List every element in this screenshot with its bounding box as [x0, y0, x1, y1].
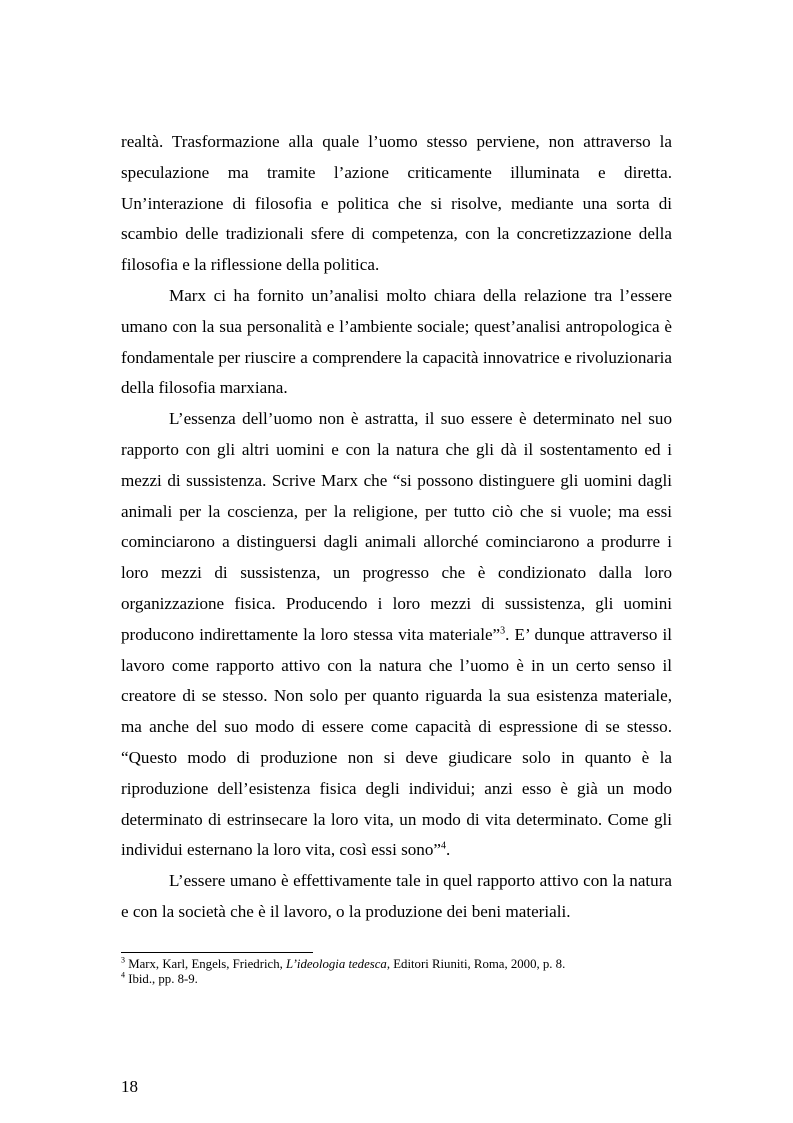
paragraph-1: realtà. Trasformazione alla quale l’uomo stesso perviene, non attraverso la speculazione ma tramite l’azione criticamente illuminata e diretta. Un’interazione di filosofia e politica che si risolve, mediante una sorta di scambio delle tradizionali sfere di competenza, con la concretizzazione della filosofia e la riflessione della politica.: [121, 132, 672, 275]
paragraph-3-text-3: .: [445, 840, 451, 860]
paragraph-3-text-1: L’essenza dell’uomo non è astratta, il suo essere è determinato nel suo rapporto con gli altri uomini e con la natura che gli dà il sostentamento ed i mezzi di sussistenza. Scrive Marx che “si possono distinguere gli uomini dagli animali per la coscienza, per la religione, per tutto ciò che si vuole; ma essi cominciarono a distinguersi dagli animali allorché cominciarono a produrre i loro mezzi di sussistenza, un progresso che è condizionato dalla loro organizzazione fisica. Producendo i loro mezzi di sussistenza, gli uomini producono indirettamente la loro stessa vita materiale”: [121, 409, 672, 644]
paragraph-3: [121, 404, 672, 866]
footnote-3-number: 3: [121, 955, 125, 965]
paragraph-4: L’essere umano è effettivamente tale in quel rapporto attivo con la natura e con la società che è il lavoro, o la produzione dei beni materiali.: [121, 871, 672, 921]
footnote-separator: [121, 952, 313, 953]
footnote-3-text-after: , Editori Riuniti, Roma, 2000, p. 8.: [386, 957, 566, 971]
paragraph-3-text-2: . E’ dunque attraverso il lavoro come rapporto attivo con la natura che l’uomo è in un certo senso il creatore di se stesso. Non solo per quanto riguarda la sua esistenza materiale, ma anche del suo modo di essere come capacità di espressione di se stesso. “Questo modo di produzione non si deve giudicare solo in quanto è la riproduzione dell’esistenza fisica degli individui; anzi esso è già un modo determinato di estrinsecare la loro vita, un modo di vita determinato. Come gli individui esternano la loro vita, così essi sono”: [121, 624, 672, 860]
body-text: [121, 127, 672, 928]
footnote-4-text: Ibid., pp. 8-9.: [125, 972, 198, 986]
page-number: 18: [121, 1077, 138, 1096]
footnote-4: [121, 972, 681, 987]
footnote-3-text-before: Marx, Karl, Engels, Friedrich,: [125, 957, 286, 971]
footnote-ref-4: 4: [440, 840, 446, 852]
footnote-4-number: 4: [121, 970, 125, 980]
footnote-ref-3: 3: [500, 625, 506, 637]
footnotes: [121, 957, 681, 987]
footnote-3: [121, 957, 681, 972]
paragraph-2: Marx ci ha fornito un’analisi molto chiara della relazione tra l’essere umano con la sua personalità e l’ambiente sociale; quest’analisi antropologica è fondamentale per riuscire a comprendere la capacità innovatrice e rivoluzionaria della filosofia marxiana.: [121, 285, 672, 398]
footnote-3-title: L’ideologia tedesca: [286, 957, 387, 971]
